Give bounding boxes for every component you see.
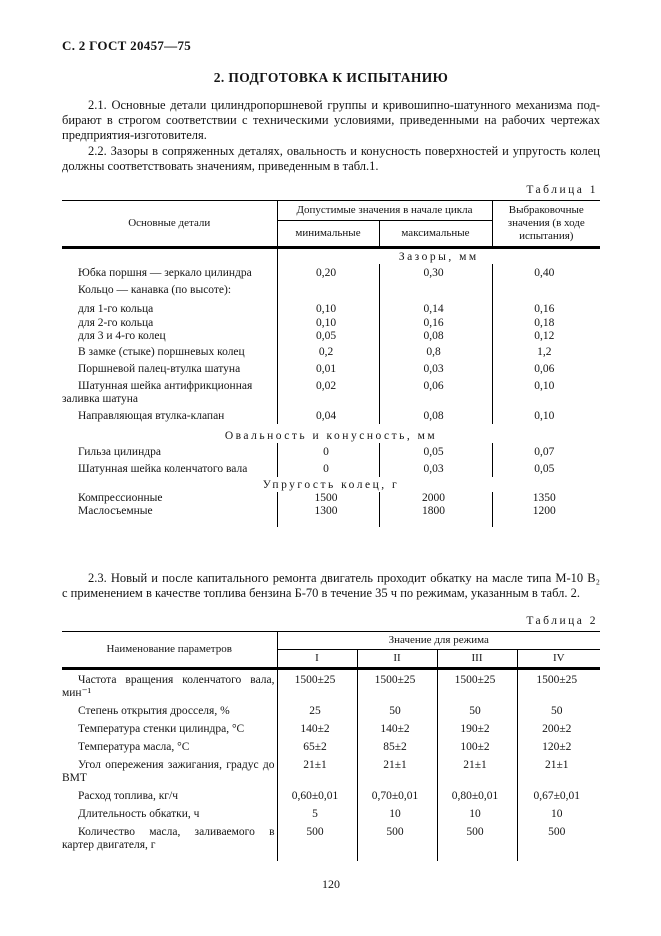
- table-section-header: Зазоры, мм: [398, 251, 479, 263]
- table-row: [62, 804, 600, 822]
- table-row: [62, 443, 600, 460]
- value-cell: 0,01: [277, 360, 379, 377]
- row-name-cell: В замке (стыке) поршневых колец: [62, 343, 277, 360]
- page-number: 120: [322, 877, 340, 891]
- value-cell: 1350: [532, 492, 556, 504]
- value-cell: 0,12: [534, 330, 555, 342]
- paragraph-2-2: [62, 144, 600, 174]
- mode-header-iii: III: [437, 650, 517, 669]
- value-cell: 0,80±0,01: [437, 786, 517, 804]
- table-row: [62, 343, 600, 360]
- value-cell: 500: [357, 822, 437, 853]
- value-cell: 1500±25: [437, 669, 517, 702]
- table-row: [62, 492, 600, 505]
- value-cell: 500: [277, 822, 357, 853]
- table-row: [62, 737, 600, 755]
- table-row: [62, 669, 600, 702]
- table2-label: Таблица 2: [526, 615, 598, 627]
- table1-clearances: [62, 200, 600, 527]
- value-cell: 0: [277, 460, 379, 477]
- value-cell: [492, 281, 600, 298]
- table-section-header: Овальность и конусность, мм: [224, 430, 438, 442]
- value-cell: 21±1: [437, 755, 517, 786]
- table-row: [62, 822, 600, 853]
- paragraph-2-3: [62, 571, 600, 601]
- value-cell: 0,05: [277, 330, 379, 343]
- value-cell: 0,05: [379, 443, 492, 460]
- table-row: [62, 505, 600, 518]
- value-cell: 2000: [379, 492, 492, 505]
- table-row: [62, 407, 600, 424]
- table2-header-row: [62, 632, 600, 650]
- table2-parameter-name-header: Наименование параметров: [62, 632, 277, 669]
- row-name-cell: Гильза цилиндра: [62, 443, 277, 460]
- value-cell: 50: [551, 705, 563, 717]
- row-name-cell: Компрессионные: [62, 492, 277, 505]
- row-name-cell: Частота вращения коленчатого вала, мин⁻¹: [62, 669, 277, 702]
- value-cell: 0,10: [534, 380, 555, 392]
- value-cell: 10: [551, 808, 563, 820]
- page-header: С. 2 ГОСТ 20457—75: [62, 38, 192, 53]
- table-row: [62, 264, 600, 281]
- value-cell: 5: [277, 804, 357, 822]
- paragraph-line: предприятия-изготовителя.: [62, 128, 207, 142]
- row-name-cell: Количество масла, заливаемого в картер двигателя, г: [62, 822, 277, 853]
- table1-label: Таблица 1: [526, 184, 598, 196]
- row-name-cell: Шатунная шейка антифрикционная заливка шатуна: [62, 377, 277, 407]
- value-cell: 0,10: [534, 410, 555, 422]
- value-cell: 1200: [532, 505, 556, 517]
- table1-rejection-values-header: Выбраковочные значения (в ходе испытания): [492, 201, 600, 248]
- value-cell: 1,2: [537, 346, 552, 358]
- table1-allowed-values-header: Допустимые значения в начале цикла: [277, 201, 492, 221]
- value-cell: 21±1: [544, 759, 569, 771]
- value-cell: 1800: [379, 505, 492, 518]
- table-row: [62, 377, 600, 407]
- value-cell: 0,08: [379, 330, 492, 343]
- paragraph-line: 2.3. Новый и после капитального ремонта двигатель проходит обкатку на масле типа М-10 В₂: [88, 571, 600, 585]
- value-cell: 65±2: [277, 737, 357, 755]
- row-name-cell: Угол опережения зажигания, градус до ВМТ: [62, 755, 277, 786]
- value-cell: 1500±25: [357, 669, 437, 702]
- value-cell: [379, 281, 492, 298]
- value-cell: 0,02: [277, 377, 379, 407]
- row-name-cell: Юбка поршня — зеркало цилиндра: [62, 264, 277, 281]
- table1-section-gaps: [62, 248, 600, 265]
- table-section-header: Упругость колец, г: [262, 479, 400, 491]
- value-cell: 0,06: [534, 363, 555, 375]
- value-cell: 0,2: [277, 343, 379, 360]
- table2-bottom-spacer: [62, 853, 600, 861]
- value-cell: 0,10: [277, 317, 379, 330]
- value-cell: 0,18: [534, 317, 555, 329]
- paragraph-line: с применением в качестве топлива бензина Б-70 в течение 35 ч по режимам, указанным в табл. 2.: [62, 586, 580, 600]
- table-row: [62, 460, 600, 477]
- table1-section-ovality: [62, 424, 600, 443]
- value-cell: 100±2: [437, 737, 517, 755]
- value-cell: 1500±25: [277, 669, 357, 702]
- value-cell: 140±2: [357, 719, 437, 737]
- value-cell: 0,05: [534, 463, 555, 475]
- table-row: [62, 360, 600, 377]
- value-cell: 25: [277, 701, 357, 719]
- value-cell: 0,07: [534, 446, 555, 458]
- table2-run-in-modes: [62, 631, 600, 861]
- value-cell: 200±2: [542, 723, 572, 735]
- value-cell: 120±2: [542, 741, 572, 753]
- row-name-cell: для 1-го кольца: [62, 298, 277, 317]
- value-cell: 500: [548, 826, 566, 838]
- table-row: [62, 317, 600, 330]
- value-cell: 0,8: [379, 343, 492, 360]
- value-cell: 50: [357, 701, 437, 719]
- value-cell: 500: [437, 822, 517, 853]
- row-name-cell: Степень открытия дросселя, %: [62, 701, 277, 719]
- table1-header-row: [62, 201, 600, 221]
- row-name-cell: Маслосъемные: [62, 505, 277, 518]
- value-cell: 0,67±0,01: [533, 790, 581, 802]
- table1-min-header: минимальные: [277, 220, 379, 247]
- value-cell: 0,06: [379, 377, 492, 407]
- value-cell: 0,04: [277, 407, 379, 424]
- value-cell: 1500±25: [536, 674, 578, 686]
- value-cell: 0,70±0,01: [357, 786, 437, 804]
- row-name-cell: Температура масла, °С: [62, 737, 277, 755]
- table-row: [62, 281, 600, 298]
- row-name-cell: Расход топлива, кг/ч: [62, 786, 277, 804]
- paragraph-line: 2.2. Зазоры в сопряженных деталях, овальность и конусность поверхностей и упругость колец: [88, 144, 600, 158]
- mode-header-iv: IV: [517, 650, 600, 669]
- mode-header-i: I: [277, 650, 357, 669]
- row-name-cell: Шатунная шейка коленчатого вала: [62, 460, 277, 477]
- paragraph-line: должны соответствовать значениям, приведенным в табл.1.: [62, 159, 379, 173]
- value-cell: 0,60±0,01: [277, 786, 357, 804]
- row-name-cell: Температура стенки цилиндра, °С: [62, 719, 277, 737]
- value-cell: 1500: [277, 492, 379, 505]
- value-cell: 0,10: [277, 298, 379, 317]
- value-cell: 85±2: [357, 737, 437, 755]
- table-row: [62, 701, 600, 719]
- value-cell: 0,08: [379, 407, 492, 424]
- value-cell: 0,40: [534, 267, 555, 279]
- value-cell: 140±2: [277, 719, 357, 737]
- table1-main-parts-header: Основные детали: [62, 201, 277, 248]
- value-cell: 0,16: [534, 303, 555, 315]
- row-name-cell: Длительность обкатки, ч: [62, 804, 277, 822]
- row-name-cell: для 3 и 4-го колец: [62, 330, 277, 343]
- value-cell: 0,30: [379, 264, 492, 281]
- mode-header-ii: II: [357, 650, 437, 669]
- value-cell: 50: [437, 701, 517, 719]
- value-cell: 1300: [277, 505, 379, 518]
- table-row: [62, 719, 600, 737]
- table1-bottom-spacer: [62, 518, 600, 527]
- value-cell: 190±2: [437, 719, 517, 737]
- value-cell: 0,14: [379, 298, 492, 317]
- table2-mode-values-header: Значение для режима: [277, 632, 600, 650]
- value-cell: 0,03: [379, 360, 492, 377]
- table-row: [62, 755, 600, 786]
- paragraph-line: 2.1. Основные детали цилиндропоршневой группы и кривошипно-шатунного механизма под-: [88, 98, 600, 112]
- paragraph-line: бирают в строгом соответствии с техническими условиями, приведенными на рабочих чертежах: [62, 113, 600, 127]
- value-cell: 10: [357, 804, 437, 822]
- table-row: [62, 786, 600, 804]
- row-name-cell: Кольцо — канавка (по высоте):: [62, 281, 277, 298]
- table-row: [62, 298, 600, 317]
- value-cell: 21±1: [357, 755, 437, 786]
- table1-section-elasticity: [62, 477, 600, 492]
- value-cell: 0,20: [277, 264, 379, 281]
- value-cell: 10: [437, 804, 517, 822]
- section-title: 2. ПОДГОТОВКА К ИСПЫТАНИЮ: [213, 70, 449, 85]
- value-cell: 0,16: [379, 317, 492, 330]
- value-cell: [277, 281, 379, 298]
- value-cell: 21±1: [277, 755, 357, 786]
- table-row: [62, 330, 600, 343]
- row-name-cell: Поршневой палец-втулка шатуна: [62, 360, 277, 377]
- row-name-cell: Направляющая втулка-клапан: [62, 407, 277, 424]
- row-name-cell: для 2-го кольца: [62, 317, 277, 330]
- value-cell: 0,03: [379, 460, 492, 477]
- value-cell: 0: [277, 443, 379, 460]
- paragraph-2-1: [62, 98, 600, 143]
- table1-max-header: максимальные: [379, 220, 492, 247]
